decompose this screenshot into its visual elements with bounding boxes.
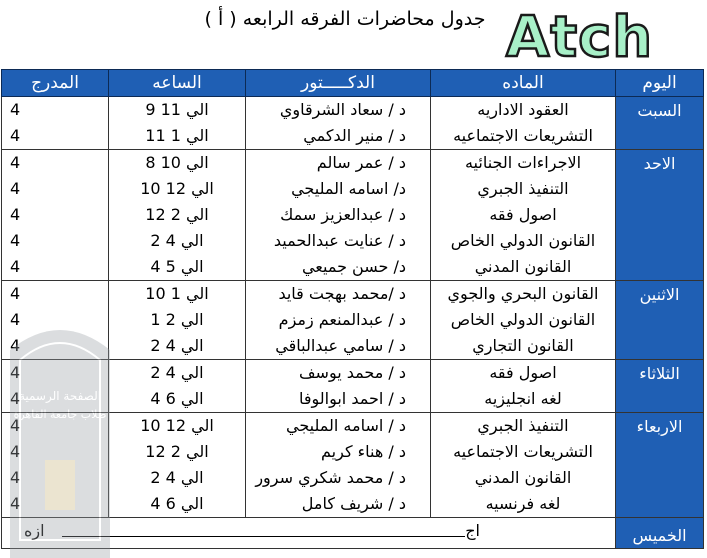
hall-line: 4 xyxy=(10,126,21,145)
subject-cell xyxy=(431,360,616,413)
subject-line: اصول فقه xyxy=(489,205,557,224)
subject-line: لغه انجليزيه xyxy=(484,389,562,408)
doctor-cell xyxy=(246,97,431,150)
day-row xyxy=(2,281,704,360)
hall-line: 4 xyxy=(10,100,21,119)
hall-line: 4 xyxy=(10,494,21,513)
doctor-line: د / عنايت عبدالحميد xyxy=(273,231,406,250)
subject-line: التشريعات الاجتماعيه xyxy=(453,126,593,145)
subject-line: القانون البحري والجوي xyxy=(447,284,599,303)
doctor-line: د /محمد بهجت قايد xyxy=(278,284,406,303)
time-line: 10 الي 12 xyxy=(140,179,214,198)
hall-cell xyxy=(2,413,109,518)
day-cell: الخميس xyxy=(616,518,704,549)
day-row xyxy=(2,97,704,150)
subject-line: القانون المدني xyxy=(474,468,572,487)
schedule-table xyxy=(1,69,704,549)
hall-line: 4 xyxy=(10,153,21,172)
hall-line: 4 xyxy=(10,363,21,382)
subject-cell xyxy=(431,413,616,518)
subject-line: القانون الدولي الخاص xyxy=(450,310,596,329)
doctor-line: د/ اسامه المليجي xyxy=(291,179,406,198)
doctor-cell xyxy=(246,281,431,360)
subject-line: العقود الاداريه xyxy=(477,100,569,119)
doctor-cell xyxy=(246,360,431,413)
hall-line: 4 xyxy=(10,284,21,303)
holiday-cell xyxy=(2,518,616,549)
hall-line: 4 xyxy=(10,389,21,408)
schedule-body xyxy=(2,97,704,549)
doctor-line: د/ حسن جميعي xyxy=(301,257,406,276)
time-line: 4 الي 6 xyxy=(150,494,204,513)
header-day: اليوم xyxy=(616,70,704,97)
day-cell: الاثنين xyxy=(616,281,704,360)
time-line: 11 الي 1 xyxy=(145,126,209,145)
doctor-line: د / هناء كريم xyxy=(321,442,406,461)
time-line: 9 الي 11 xyxy=(145,100,209,119)
time-cell xyxy=(109,281,246,360)
doctor-line: د / سعاد الشرقاوي xyxy=(279,100,406,119)
hall-cell xyxy=(2,97,109,150)
doctor-line: د / سامي عبدالباقي xyxy=(275,336,406,355)
subject-line: اصول فقه xyxy=(489,363,557,382)
hall-line: 4 xyxy=(10,416,21,435)
time-line: 8 الي 10 xyxy=(145,153,209,172)
header-doctor: الدكـــــتور xyxy=(246,70,431,97)
time-line: 10 الي 12 xyxy=(140,416,214,435)
hall-line: 4 xyxy=(10,336,21,355)
day-row xyxy=(2,413,704,518)
hall-line: 4 xyxy=(10,179,21,198)
time-line: 2 الي 4 xyxy=(150,336,204,355)
atch-logo-text: Atch xyxy=(506,5,654,66)
subject-line: الاجراءات الجنائيه xyxy=(464,153,582,172)
header-subject: الماده xyxy=(431,70,616,97)
doctor-line: د / عبدالمنعم زمزم xyxy=(278,310,406,329)
day-row xyxy=(2,360,704,413)
doctor-line: د / محمد شكري سرور xyxy=(255,468,406,487)
doctor-line: د / عبدالعزيز سمك xyxy=(280,205,406,224)
time-line: 2 الي 4 xyxy=(150,363,204,382)
day-cell: السبت xyxy=(616,97,704,150)
hall-line: 4 xyxy=(10,310,21,329)
time-cell xyxy=(109,360,246,413)
hall-cell xyxy=(2,360,109,413)
time-line: 12 الي 2 xyxy=(145,442,209,461)
doctor-line: د / محمد يوسف xyxy=(298,363,406,382)
time-line: 4 الي 6 xyxy=(150,389,204,408)
day-cell: الاحد xyxy=(616,150,704,281)
time-cell xyxy=(109,97,246,150)
page-title: جدول محاضرات الفرقه الرابعه ( أ ) xyxy=(204,8,486,30)
holiday-word-start: اج xyxy=(465,521,480,540)
day-cell: الثلاثاء xyxy=(616,360,704,413)
day-cell: الاربعاء xyxy=(616,413,704,518)
subject-line: القانون التجاري xyxy=(472,336,574,355)
atch-logo xyxy=(500,0,660,66)
doctor-cell xyxy=(246,150,431,281)
day-row xyxy=(2,150,704,281)
time-line: 2 الي 4 xyxy=(150,231,204,250)
holiday-word-end: ازه xyxy=(24,521,45,540)
time-line: 10 الي 1 xyxy=(145,284,209,303)
watermark-line1: الصفحة الرسمية xyxy=(18,389,102,403)
subject-line: القانون الدولي الخاص xyxy=(450,231,596,250)
subject-line: التنفيذ الجبري xyxy=(477,416,569,435)
hall-line: 4 xyxy=(10,231,21,250)
hall-cell xyxy=(2,281,109,360)
subject-cell xyxy=(431,97,616,150)
subject-line: القانون المدني xyxy=(474,257,572,276)
header-row xyxy=(2,70,704,97)
hall-line: 4 xyxy=(10,442,21,461)
doctor-cell xyxy=(246,413,431,518)
header-hall: المدرج xyxy=(2,70,109,97)
time-cell xyxy=(109,150,246,281)
subject-line: التنفيذ الجبري xyxy=(477,179,569,198)
holiday-dash-line xyxy=(62,536,465,537)
hall-cell xyxy=(2,150,109,281)
header xyxy=(0,0,707,70)
time-line: 2 الي 4 xyxy=(150,468,204,487)
hall-line: 4 xyxy=(10,257,21,276)
doctor-line: د / اسامه المليجي xyxy=(285,416,406,435)
subject-line: التشريعات الاجتماعيه xyxy=(453,442,593,461)
hall-line: 4 xyxy=(10,205,21,224)
doctor-line: د / عمر سالم xyxy=(316,153,406,172)
time-line: 1 الي 2 xyxy=(150,310,204,329)
subject-line: لغه فرنسيه xyxy=(485,494,561,513)
time-line: 12 الي 2 xyxy=(145,205,209,224)
doctor-line: د / احمد ابوالوفا xyxy=(298,389,406,408)
header-time: الساعه xyxy=(109,70,246,97)
thursday-row xyxy=(2,518,704,549)
watermark-line2: طلاب جامعة القاهرة xyxy=(13,408,107,421)
doctor-line: د / منير الدكمي xyxy=(303,126,406,145)
subject-cell xyxy=(431,281,616,360)
hall-line: 4 xyxy=(10,468,21,487)
time-line: 4 الي 5 xyxy=(150,257,204,276)
doctor-line: د / شريف كامل xyxy=(301,494,406,513)
time-cell xyxy=(109,413,246,518)
subject-cell xyxy=(431,150,616,281)
